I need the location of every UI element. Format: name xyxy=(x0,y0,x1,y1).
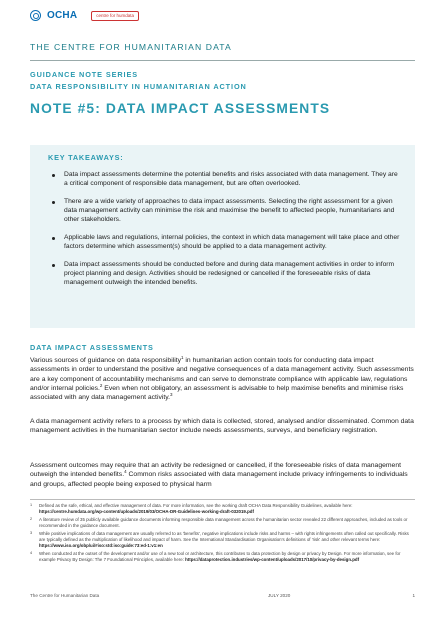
takeaway-item xyxy=(48,234,403,252)
paragraph-text: Assessment outcomes may require that an activity be redesigned or cancelled, if the foreseeable risks of data management outweigh the intended benefits. xyxy=(30,462,402,479)
paragraph-text: Even when not obligatory, an assessment is advisable to help maximise benefits and minimise risks associated with any data management activity. xyxy=(30,384,404,402)
takeaway-text: Applicable laws and regulations, internal policies, the context in which data management will take place and other factors determine which assessment(s) should be applied to a data management activity. xyxy=(64,233,400,250)
bullet-icon xyxy=(52,237,55,240)
footnote xyxy=(30,551,415,562)
takeaway-text: There are a wide variety of approaches to data impact assessments. Selecting the right assessment for a given data management activity can minimise the risk and maximise the benefit to affected people, humanitarians and other stakeholders. xyxy=(64,198,395,223)
footnote-ref[interactable]: 3 xyxy=(170,392,173,398)
body-paragraph xyxy=(30,461,415,489)
takeaway-text: Data impact assessments determine the potential benefits and risks associated with data management. They are a critical component of responsible data management, but are often overlooked. xyxy=(64,171,398,187)
footer-org: The Centre for Humanitarian Data xyxy=(30,593,100,598)
takeaway-item xyxy=(48,171,403,189)
body-paragraph: A data management activity refers to a process by which data is collected, stored, analysed and/or disseminated. Common data management activities in the humanitarian sector include needs assessments, surveys, and beneficiary registration. xyxy=(30,418,414,435)
takeaway-item xyxy=(48,198,403,224)
footnote-text: When conducted at the outset of the development and/or use of a new tool or architecture, this contributes to data protection by design or privacy by Design. For more information, see for example Privacy By Design: The 7 Foundational Principles, available here: xyxy=(39,551,401,562)
footnote-number: 2 xyxy=(30,517,33,522)
un-emblem-icon xyxy=(30,10,41,21)
takeaways-list xyxy=(48,171,403,287)
footnote-divider xyxy=(30,499,415,500)
footnote xyxy=(30,531,415,548)
footnote-text: While positive implications of data management are usually referred to as 'benefits', negative implications include risks and harms – with rights infringements often called out specifically. Risks are typically defined as the multiplication of likelihood and impact of harm. See the International Standardisation Organisation's definitions of 'risk' and other relevant terms here: xyxy=(39,531,409,542)
footnote-link[interactable]: https://www.iso.org/obp/ui/#iso:std:iso:guide:73:ed-1:v1:en xyxy=(39,542,163,548)
footnote xyxy=(30,517,415,528)
footnote-ref[interactable]: 2 xyxy=(99,382,103,388)
takeaways-heading: KEY TAKEAWAYS: xyxy=(48,153,124,162)
header-logos xyxy=(30,10,139,21)
header-divider xyxy=(30,60,415,61)
footnote-text: Defined as the safe, ethical, and effective management of data. For more information, see the working draft OCHA Data Responsibility Guidelines, available here: xyxy=(39,503,353,508)
footnote-ref[interactable]: 1 xyxy=(181,355,184,360)
key-takeaways-box xyxy=(30,145,415,328)
footer-date: JULY 2020 xyxy=(268,593,291,598)
bullet-icon xyxy=(52,264,55,267)
body-paragraph xyxy=(30,356,415,402)
bullet-icon xyxy=(52,201,55,204)
section-heading: DATA IMPACT ASSESSMENTS xyxy=(30,343,154,352)
footnote-link[interactable]: https://centre.humdata.org/wp-content/uploads/2019/03/OCHA-DR-Guidelines-working-draft-032019.pdf xyxy=(39,508,254,514)
takeaway-text: Data impact assessments should be conducted before and during data management activities in order to inform project planning and design. Activities should be redesigned or cancelled if the foreseeable risks of data management outweigh the intended benefits. xyxy=(64,261,395,286)
footnotes xyxy=(30,503,415,565)
bullet-icon xyxy=(52,174,55,177)
footnote-ref[interactable]: 4 xyxy=(124,469,127,475)
page-number: 1 xyxy=(412,593,415,598)
footnote-text: A literature review of 35 publicly available guidance documents informing responsible data management across the humanitarian sector revealed 22 different approaches, included as tools or recommended in the guidance document. xyxy=(39,517,408,528)
ocha-logo[interactable]: OCHA xyxy=(47,10,78,21)
paragraph-text: Common risks associated with data management include privacy infringements to individuals and groups, affected people being exposed to physical harm xyxy=(30,471,408,488)
footnote-number: 1 xyxy=(30,503,33,507)
footnote-number: 3 xyxy=(30,531,33,536)
series-subtitle: DATA RESPONSIBILITY IN HUMANITARIAN ACTION xyxy=(30,82,247,91)
org-title: THE CENTRE FOR HUMANITARIAN DATA xyxy=(30,42,232,52)
footnote-number: 4 xyxy=(30,551,33,556)
paragraph-text: Various sources of guidance on data responsibility xyxy=(30,357,182,364)
centre-logo[interactable]: centre for humdata xyxy=(91,11,139,21)
paragraph-text: in humanitarian action contain tools for conducting data impact assessments in order to understand the positive and negative consequences of a data management activity. Such assessments are a key component of accountability mechanisms and can serve to demonstrate compliance with applicable law, regulations and/or internal policies. xyxy=(30,357,414,392)
footnote xyxy=(30,503,415,514)
page-title: NOTE #5: DATA IMPACT ASSESSMENTS xyxy=(30,101,331,116)
takeaway-item xyxy=(48,261,403,287)
series-label: GUIDANCE NOTE SERIES xyxy=(30,70,139,79)
footnote-link[interactable]: https://dataprotection.industries/wp-content/uploads/2017/10/privacy-by-design.pdf xyxy=(185,556,360,562)
